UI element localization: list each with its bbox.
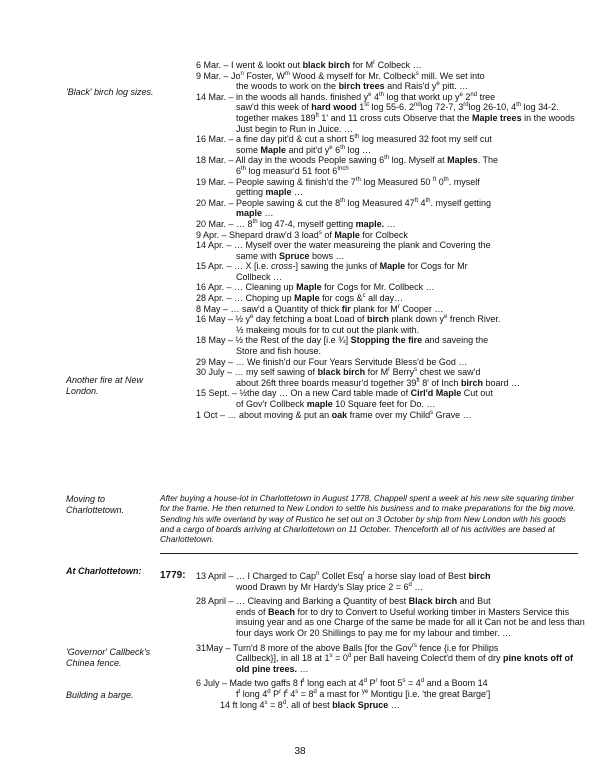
- entry-6-july: 6 July – Made two gaffs 8 $f^t$ long each at 4$^d$ $P^r$ foot $5^s = 4^d$ and a Boom 14 $f^t$ long 4$^d$ $P^r$ $f^t$ $4^s = 8^d$ a mast for $^{ye}$ Montigu [i.e. 'the great Barge'] 14 ft long $4^s = 8^d$. all of best black Spruce …: [196, 678, 491, 710]
- narrative-paragraph: After buying a house-lot in Charlottetown in August 1778, Chappell spent a week at his new site squaring timber for the frame. He then returned to New London to settle his business and to make preparations for the big move. Sending his wife overland by way of Rustico he set out on 3 October by ship from New London with his goods and a cargo of boards arriving at Charlottetown on 11 October. Thenceforth all of his activities are based at Charlottetown.: [160, 493, 576, 545]
- entry-15-apr: 15 Apr. – … X [i.e. cross-] sawing the junks of Maple for Cogs for Mr Collbeck …: [196, 261, 468, 282]
- side-note-moving: Moving to Charlottetown.: [66, 494, 125, 515]
- side-note-building-barge: Building a barge.: [66, 690, 134, 700]
- entry-28-april: 28 April – … Cleaving and Barking a Quantity of best Black birch and But ends of Beach for to dry to Convert to Useful working timber in Masters Service this insuing year and as one Charge of the same be made for all it Can not be and less than four days work Or 20 Shillings to pay me for my labour and timber. …: [196, 596, 585, 638]
- entry-16-may: 16 May – ½ $y^e$ day fetching a boat Load of birch plank down $y^e$ french River. ½ makeing mouls for to cut out the plank with.: [196, 314, 501, 335]
- side-note-fire-new-london: Another fire at New London.: [66, 375, 144, 396]
- entry-9-apr: 9 Apr. – Shepard draw'd 3 load$^s$ of Maple for Colbeck: [196, 229, 408, 240]
- side-note-governor-fence: 'Governor' Callbeck's Chinea fence.: [66, 647, 151, 668]
- entry-9-mar: 9 Mar. – Jo$^n$ Foster, $W^m$ Wood & myself for Mr. Colbeck$^s$ mill. We set into the woods to work on the birch trees and Rais'd $y^e$ pitt. …: [196, 70, 485, 92]
- entry-14-apr: 14 Apr. – … Myself over the water measureing the plank and Covering the same with Spruce bows …: [196, 240, 491, 261]
- entry-1-oct: 1 Oct – … about moving & put an oak frame over my Child$^s$ Grave …: [196, 409, 472, 420]
- entry-30-july: 30 July – … my self sawing of black birch for $M^r$ Berry$^s$ chest we saw'd about 26ft three boards measur'd together $39^{ft}$ 8' of Inch birch board …: [196, 367, 520, 388]
- journal-entries-1779: [196, 571, 586, 710]
- entry-6-mar: 6 Mar. – I went & lookt out black birch for $M^r$ Colbeck …: [196, 60, 422, 70]
- entry-29-may: 29 May – … We finish'd our Four Years Servitude Bless'd be God …: [196, 356, 468, 367]
- side-note-at-charlottetown: At Charlottetown:: [66, 566, 142, 576]
- entry-20-mar-b: 20 Mar. – … 8th log 47-4, myself getting maple. …: [196, 218, 396, 229]
- entry-14-mar: 14 Mar. – in the woods all hands. finished $y^e$ 4th log that workt up $y^e$ 2nd tree saw'd this week of hard wood 1st log 55-6. 2ndlog 72-7, 3rdlog 26-10, 4th log 34-2. together makes $189^{ft}$ 1' and 11 cross cuts Observe that the Maple trees in the woods Just begin to Run in Juice. …: [196, 91, 575, 134]
- entry-13-april: 13 April – … I Charged to Cap$^n$ Collet Esq$^r$ a horse slay load of Best birch wood Drawn by Mr Hardy's Slay price $2 = 6^d$ …: [196, 571, 491, 592]
- entry-15-sept: 15 Sept. – ½the day … On a new Card table made of Cirl'd Maple Cut out of Gov'r Collbeck maple 10 Square feet for Do. …: [196, 388, 493, 409]
- side-note-birch-log-sizes: 'Black' birch log sizes.: [66, 87, 154, 97]
- journal-entries-1778: [196, 60, 576, 420]
- entry-28-apr: 28 Apr. – … Choping up Maple for cogs &$^c$ all day…: [196, 293, 404, 304]
- entry-31-may: 31May – Turn'd 8 more of the above Balls [for the Gov$^{rs}$ fence {i.e for Philips Callbeck}], in all 18 at $1^s = 0^d$ per Ball haveing Colect'd them of dry pine knots off of old pine trees. …: [196, 642, 573, 674]
- entry-16-mar: 16 Mar. – a fine day pit'd & cut a short 5th log measured 32 foot my self cut some Maple and pit'd $y^e$ 6th log …: [196, 134, 492, 155]
- entry-16-apr: 16 Apr. – … Cleaning up Maple for Cogs for Mr. Collbeck …: [196, 282, 435, 293]
- year-heading: 1779:: [160, 570, 186, 581]
- entry-20-mar-a: 20 Mar. – People sawing & cut the 8th log Measured $47^{ft}$ 4th. myself getting maple …: [196, 197, 492, 219]
- entry-19-mar: 19 Mar. – People sawing & finish'd the 7th log Measured 50 $^{ft}$ 0th. myself getting maple …: [196, 176, 480, 198]
- entry-8-may: 8 May – … saw'd a Quantity of thick fir plank for $M^r$ Cooper …: [196, 303, 444, 314]
- page-number: 38: [294, 746, 306, 757]
- entry-18-mar: 18 Mar. – All day in the woods People sawing 6th log. Myself at Maples. The 6th log measur'd 51 foot $6^{Inch}$: [196, 155, 499, 176]
- section-divider: [160, 553, 578, 554]
- entry-18-may: 18 May – ½ the Rest of the day [i.e ¾] Stopping the fire and saveing the Store and fish house.: [196, 335, 489, 357]
